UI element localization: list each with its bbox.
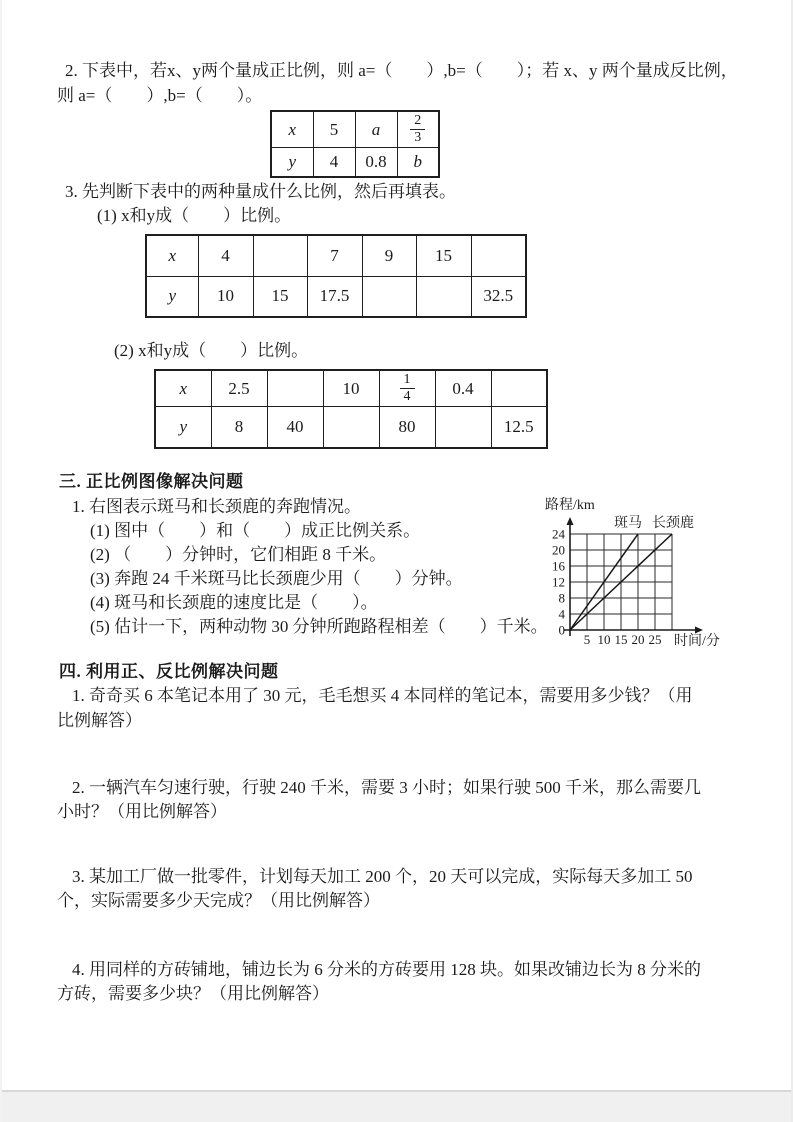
table-cell: 12.5 bbox=[491, 407, 547, 448]
section-4-title: 四. 利用正、反比例解决问题 bbox=[59, 662, 279, 681]
x-tick-label: 5 bbox=[583, 632, 591, 647]
legend-zebra-label: 斑马 bbox=[614, 516, 642, 531]
section-4-p1-line-1: 1. 奇奇买 6 本笔记本用了 30 元，毛毛想买 4 本同样的笔记本，需要用多少钱？（用 bbox=[72, 686, 693, 705]
table-cell: 4 bbox=[313, 148, 355, 177]
table-row bbox=[146, 276, 526, 317]
x-tick-label: 15 bbox=[614, 632, 628, 647]
table-cell: 7 bbox=[307, 235, 362, 276]
section-3-q1: 1. 右图表示斑马和长颈鹿的奔跑情况。 bbox=[72, 497, 361, 516]
table-cell: 0.4 bbox=[435, 370, 491, 407]
y-tick-label: 20 bbox=[552, 542, 565, 558]
question-2-line-2: 则 a=（ ）,b=（ ）。 bbox=[57, 86, 263, 105]
table-cell: 4 bbox=[198, 235, 253, 276]
table-cell bbox=[267, 370, 323, 407]
page-edge-divider bbox=[2, 1090, 791, 1122]
row-header-cell: x bbox=[271, 111, 313, 148]
section-3-item-5: (5) 估计一下，两种动物 30 分钟所跑路程相差（ ）千米。 bbox=[90, 617, 548, 636]
question-2-line-1: 2. 下表中，若x、y两个量成正比例，则 a=（ ）,b=（ ）；若 x、y 两个量成反比例， bbox=[65, 61, 738, 80]
row-header-cell: x bbox=[146, 235, 198, 276]
section-3-item-1: (1) 图中（ ）和（ ）成正比例关系。 bbox=[90, 521, 421, 540]
y-tick-label: 8 bbox=[558, 590, 565, 606]
table-cell bbox=[471, 235, 526, 276]
table-cell bbox=[491, 370, 547, 407]
x-axis-arrow-icon bbox=[695, 627, 703, 634]
table-q2 bbox=[270, 110, 440, 178]
table-cell bbox=[253, 235, 307, 276]
fraction-value: $\frac{1}{4}$ bbox=[400, 372, 415, 405]
table-cell: b bbox=[397, 148, 439, 177]
table-cell: 40 bbox=[267, 407, 323, 448]
y-tick-label: 0 bbox=[558, 622, 565, 638]
table-cell: 8 bbox=[211, 407, 267, 448]
running-chart bbox=[540, 494, 765, 659]
question-3-sub1: (1) x和y成（ ）比例。 bbox=[97, 206, 292, 225]
table-cell: 0.8 bbox=[355, 148, 397, 177]
y-tick-label: 4 bbox=[558, 606, 565, 622]
section-4-p3-line-1: 3. 某加工厂做一批零件，计划每天加工 200 个，20 天可以完成，实际每天多加工 50 bbox=[72, 867, 693, 886]
section-4-p4-line-1: 4. 用同样的方砖铺地，铺边长为 6 分米的方砖要用 128 块。如果改铺边长为 8 分米的 bbox=[72, 960, 701, 979]
table-cell: 5 bbox=[313, 111, 355, 148]
table-cell: 32.5 bbox=[471, 276, 526, 317]
fraction-value: $\frac{2}{3}$ bbox=[410, 113, 425, 146]
table-cell bbox=[323, 407, 379, 448]
table-cell bbox=[362, 276, 416, 317]
table-row bbox=[271, 148, 439, 177]
legend-giraffe-label: 长颈鹿 bbox=[652, 516, 694, 531]
chart bbox=[540, 494, 765, 659]
x-axis-label: 时间/分 bbox=[674, 634, 720, 649]
table-cell: 17.5 bbox=[307, 276, 362, 317]
section-4-p1-line-2: 比例解答） bbox=[57, 711, 142, 730]
row-header-cell: y bbox=[155, 407, 211, 448]
section-4-p2-line-2: 小时？（用比例解答） bbox=[57, 802, 227, 821]
table-row bbox=[146, 235, 526, 276]
table-cell: 9 bbox=[362, 235, 416, 276]
section-4-p4-line-2: 方砖，需要多少块？（用比例解答） bbox=[57, 984, 329, 1003]
question-3-sub2: (2) x和y成（ ）比例。 bbox=[114, 341, 309, 360]
row-header-cell: y bbox=[146, 276, 198, 317]
section-3-item-4: (4) 斑马和长颈鹿的速度比是（ ）。 bbox=[90, 593, 378, 612]
table-cell: 80 bbox=[379, 407, 435, 448]
y-tick-label: 24 bbox=[552, 526, 565, 542]
table-cell: 2.5 bbox=[211, 370, 267, 407]
section-3-title: 三. 正比例图像解决问题 bbox=[59, 472, 244, 491]
table-cell: 10 bbox=[323, 370, 379, 407]
table-cell bbox=[397, 111, 439, 148]
table-row bbox=[271, 111, 439, 148]
y-tick-label: 12 bbox=[552, 574, 565, 590]
row-header-cell: x bbox=[155, 370, 211, 407]
y-tick-label: 16 bbox=[552, 558, 565, 574]
table-q3-2 bbox=[154, 369, 548, 449]
chart-tick-labels bbox=[552, 527, 662, 648]
section-4-p3-line-2: 个，实际需要多少天完成？（用比例解答） bbox=[57, 891, 380, 910]
section-3-item-3: (3) 奔跑 24 千米斑马比长颈鹿少用（ ）分钟。 bbox=[90, 569, 463, 588]
section-4-p2-line-1: 2. 一辆汽车匀速行驶，行驶 240 千米，需要 3 小时；如果行驶 500 千米，那么需要几 bbox=[72, 778, 701, 797]
table-row bbox=[155, 370, 547, 407]
table-cell bbox=[416, 276, 471, 317]
row-header-cell: y bbox=[271, 148, 313, 177]
x-tick-label: 10 bbox=[597, 632, 611, 647]
table-row bbox=[155, 407, 547, 448]
question-3-intro: 3. 先判断下表中的两种量成什么比例，然后再填表。 bbox=[65, 182, 456, 201]
table-q3-1 bbox=[145, 234, 527, 318]
x-tick-label: 25 bbox=[648, 632, 662, 647]
y-axis-arrow-icon bbox=[567, 517, 574, 525]
section-3-item-2: (2) （ ）分钟时，它们相距 8 千米。 bbox=[90, 545, 387, 564]
table-cell: 15 bbox=[416, 235, 471, 276]
table-cell bbox=[435, 407, 491, 448]
table-cell bbox=[379, 370, 435, 407]
y-axis-label: 路程/km bbox=[545, 498, 595, 513]
table-cell: 10 bbox=[198, 276, 253, 317]
table-cell: 15 bbox=[253, 276, 307, 317]
table-cell: a bbox=[355, 111, 397, 148]
x-tick-label: 20 bbox=[631, 632, 645, 647]
